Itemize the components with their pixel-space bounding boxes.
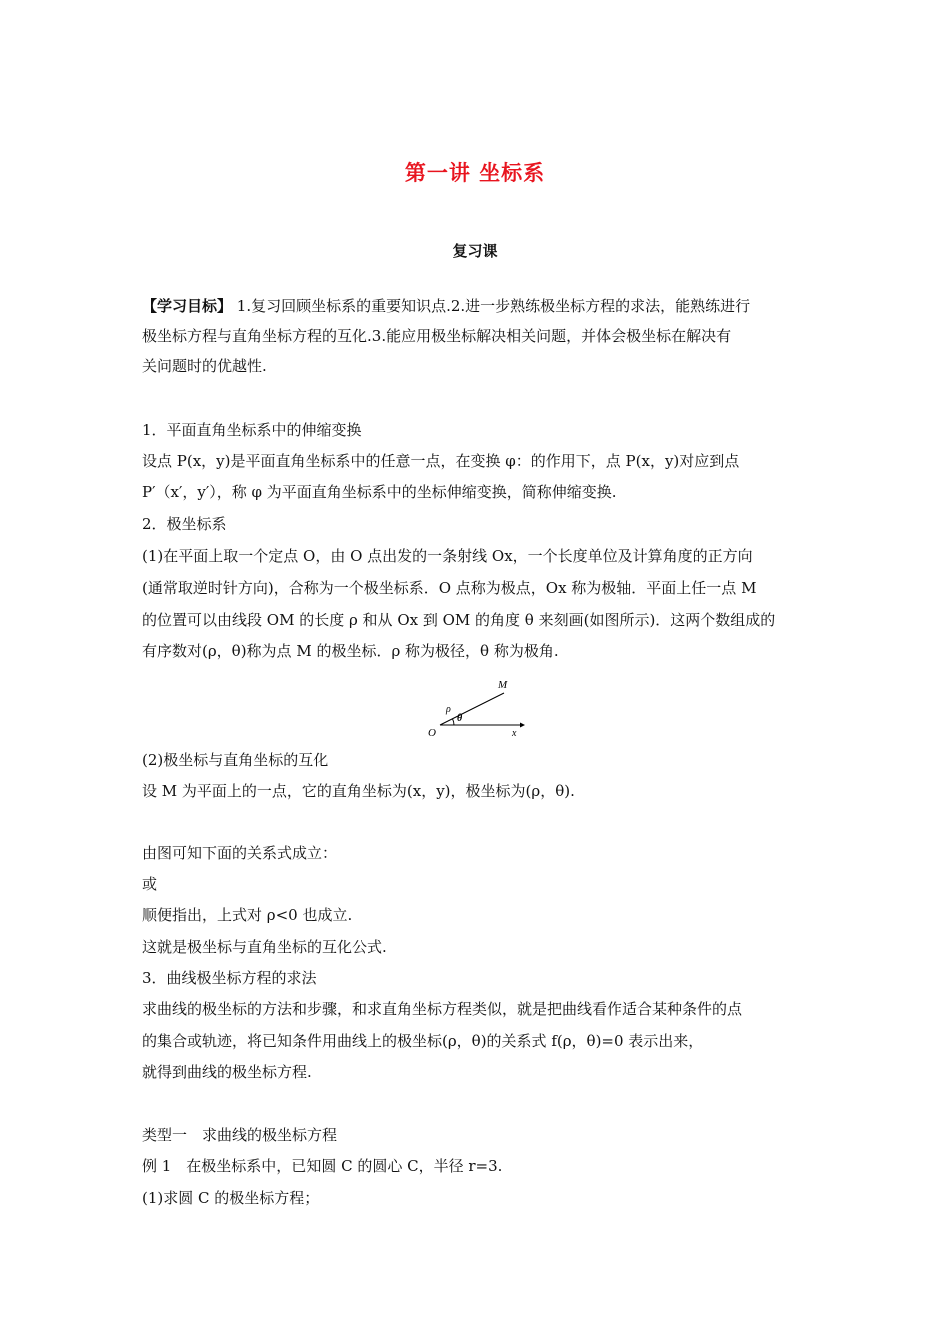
- objectives-text-1: 1.复习回顾坐标系的重要知识点.2.进一步熟练极坐标方程的求法，能熟练进行: [232, 297, 751, 315]
- section3-line-2: 的集合或轨迹，将已知条件用曲线上的极坐标(ρ，θ)的关系式 f(ρ，θ)=0 表示出来，: [142, 1032, 704, 1050]
- section3-line-1: 求曲线的极坐标的方法和步骤，和求直角坐标方程类似，就是把曲线看作适合某种条件的点: [142, 1000, 743, 1018]
- objectives-tag: 【学习目标】: [142, 297, 233, 315]
- polar-coordinate-figure: [420, 672, 530, 740]
- section2-line-3: 的位置可以由线段 OM 的长度 ρ 和从 Ox 到 OM 的角度 θ 来刻画(如图所示)．这两个数组成的: [142, 611, 776, 629]
- section2-sub2-heading: (2)极坐标与直角坐标的互化: [142, 751, 329, 769]
- section1-line-2: P′（x′，y′），称 φ 为平面直角坐标系中的坐标伸缩变换，简称伸缩变换.: [142, 483, 617, 501]
- theta-label: θ: [457, 713, 463, 724]
- x-axis-label: x: [512, 728, 517, 739]
- section2-line-1: (1)在平面上取一个定点 O，由 O 点出发的一条射线 Ox，一个长度单位及计算角度的正方向: [142, 547, 753, 565]
- section2-sub2-line: 设 M 为平面上的一点，它的直角坐标为(x，y)，极坐标为(ρ，θ).: [142, 782, 575, 800]
- type1-heading: 类型一 求曲线的极坐标方程: [142, 1126, 338, 1144]
- page-title: 第一讲 坐标系: [404, 161, 546, 185]
- angle-arc: [453, 719, 455, 725]
- section2-line-4: 有序数对(ρ，θ)称为点 M 的极坐标．ρ 称为极径，θ 称为极角.: [142, 642, 559, 660]
- example1-text: 例 1 在极坐标系中，已知圆 C 的圆心 C，半径 r=3.: [142, 1157, 503, 1175]
- origin-label: O: [428, 727, 436, 739]
- section1-heading: 1．平面直角坐标系中的伸缩变换: [142, 421, 362, 439]
- section3-line-3: 就得到曲线的极坐标方程.: [142, 1063, 312, 1081]
- section1-line-1: 设点 P(x，y)是平面直角坐标系中的任意一点，在变换 φ：的作用下，点 P(x，y)对应到点: [142, 452, 740, 470]
- objectives-line-2: 极坐标方程与直角坐标方程的互化.3.能应用极坐标解决相关问题，并体会极坐标在解决有: [142, 327, 732, 345]
- relations-line-3: 顺便指出，上式对 ρ<0 也成立.: [142, 906, 353, 924]
- section3-heading: 3．曲线极坐标方程的求法: [142, 969, 317, 987]
- objectives-line-3: 关问题时的优越性.: [142, 357, 267, 375]
- relations-line-2: 或: [142, 875, 158, 893]
- relations-line-1: 由图可知下面的关系式成立：: [142, 844, 338, 862]
- relations-line-4: 这就是极坐标与直角坐标的互化公式.: [142, 938, 387, 956]
- page-subtitle: 复习课: [452, 242, 498, 260]
- polar-axis-arrow: [520, 723, 525, 728]
- objectives-line-1: [142, 296, 750, 316]
- rho-label: ρ: [446, 704, 451, 715]
- example1-question-1: (1)求圆 C 的极坐标方程；: [142, 1189, 320, 1207]
- point-m-label: M: [498, 679, 508, 691]
- section2-line-2: (通常取逆时针方向)，合称为一个极坐标系．O 点称为极点，Ox 称为极轴．平面上任一点 M: [142, 579, 757, 597]
- section2-heading: 2．极坐标系: [142, 515, 227, 533]
